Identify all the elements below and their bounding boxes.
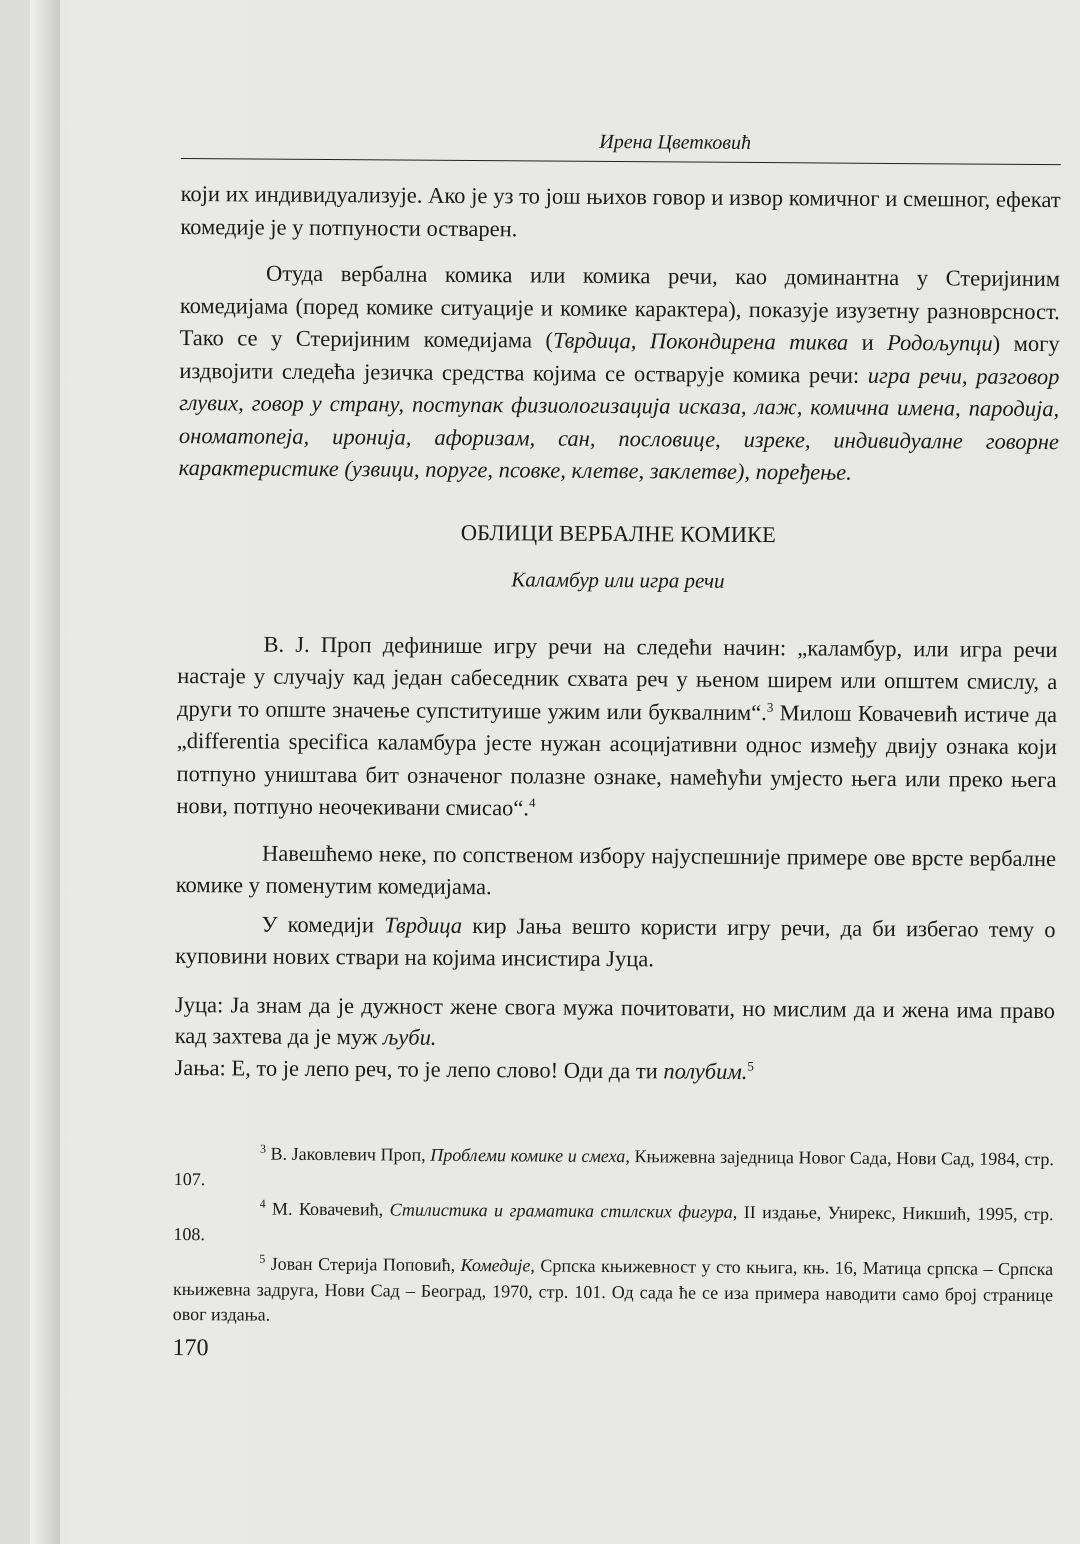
d2-text: Јања: Е, то је лепо реч, то је лепо слово! Оди да ти [174,1054,664,1083]
paragraph-1: који их индивидуализује. Ако је уз то још њихов говор и извор комичног и смешног, ефекат комедије је у потпуности остварен. [180,180,1061,241]
p5-text-b: кир Јања вешто користи игру речи, да би избегао тему о куповини нових ствари на којима инсистира Јуца. [175,912,1056,972]
paragraph-5 [175,907,1055,978]
fn3-italic: Проблеми комике и смеха [430,1144,626,1167]
paragraph-2 [179,257,1061,491]
footnote-3-number: 3 [259,1141,267,1156]
footnote-4-number: 4 [259,1196,266,1211]
paragraph-4: Навешћемо неке, по сопственом избору најуспешније примере ове врсте вербалне комике у поменутим комедијама. [175,840,1057,900]
footnote-ref-4[interactable]: 4 [528,794,536,810]
dialog-line-janja [174,1051,1054,1089]
p2-text-b: и [848,329,888,355]
fn4-text-b: , II издање, Унирекс, Никшић, 1995, стр. 108. [173,1201,1054,1244]
book-page [30,0,1080,1544]
p2-italic-titles: Тврдица, Покондирена тиква [552,327,849,355]
page-edge [30,0,60,1544]
p2-italic-list: игра речи, разговор глувих, говор у страну, поступак физиологизација исказа, лаж, комична имена, пародија, ономатопеја, иронија, афоризам, сан, пословице, изреке, индивидуалне говорне карактеристике (узвици, поруге, псовке, клетве, заклетве), поређење. [178,362,1060,485]
p2-text-c: ) могу издвојити следећа језичка средства којима се остварује комика речи: [179,330,1060,388]
p5-text-a: У комедији [261,911,385,937]
section-heading: ОБЛИЦИ ВЕРБАЛНЕ КОМИКЕ [460,519,776,547]
p5-italic-title: Тврдица [384,911,463,938]
fn4-italic: Стилистика и граматика стилских фигура [389,1199,733,1222]
paragraph-3 [176,627,1057,828]
footnote-5 [173,1251,1054,1334]
d2-italic: полубим. [663,1057,748,1084]
footnote-ref-3[interactable]: 3 [766,699,774,715]
main-text [172,178,1060,1370]
text-block [172,0,1062,1361]
fn5-italic: Комедије [460,1254,531,1276]
d1-text: Јуца: Ја знам да је дужност жене свога мужа почитовати, но мислим да и жена има право кад захтева да је муж [174,991,1056,1050]
footnote-5-number: 5 [259,1251,266,1266]
fn3-text-b: , Књижевна заједница Новог Сада, Нови Сад, 1984, стр. 107. [173,1146,1055,1189]
footnotes [173,1141,1054,1334]
dialog-line-juca [175,988,1055,1057]
d1-italic: љуби. [382,1024,437,1050]
footnote-3 [174,1141,1054,1198]
p2-text-a: Отуда вербална комика или комика речи, као доминантна у Стеријиним комедијама (поред комике ситуације и комике карактера), показује изузетну разноврсност. Тако се у Стеријиним комедијама ( [179,260,1061,353]
fn5-text-a: Јован Стерија Поповић, [265,1253,461,1275]
p2-italic-title-rodoljupci: Родољупци [887,329,993,356]
p3-text-b: Милош Ковачевић истиче да „differentia specifica каламбура јесте нужан асоцијативни однос између двију ознака који потпуно уништава бит означеног полазне ознаке, намећући умјесто њега или преко њега нови, потпуно неочекивани смисао“. [176,699,1058,821]
fn5-text-b: , Српска књижевност у сто књига, књ. 16, Матица српска – Српска књижевна задруга, Нови Сад – Београд, 1970, стр. 101. Од сада ће се иза примера наводити само број странице овог издања. [172,1255,1054,1325]
fn4-text-a: М. Ковачевић, [265,1198,390,1220]
running-header [181,128,1061,165]
footnote-4 [173,1196,1053,1253]
footnote-ref-5[interactable]: 5 [747,1057,754,1074]
page-number: 170 [172,1334,209,1361]
fn3-text-a: В. Јаковлевич Проп, [265,1143,431,1165]
running-head-author: Ирена Цветковић [599,130,752,154]
subsection-heading: Каламбур или игра речи [511,567,725,593]
p3-text-a: В. Ј. Проп дефинише игру речи на следећи начин: „каламбур, или игра речи настаје у случају кад један сабеседник схвата реч у њеном ширем или општем смислу, а други то опште значење супституише ужим или буквалним“. [176,631,1058,725]
